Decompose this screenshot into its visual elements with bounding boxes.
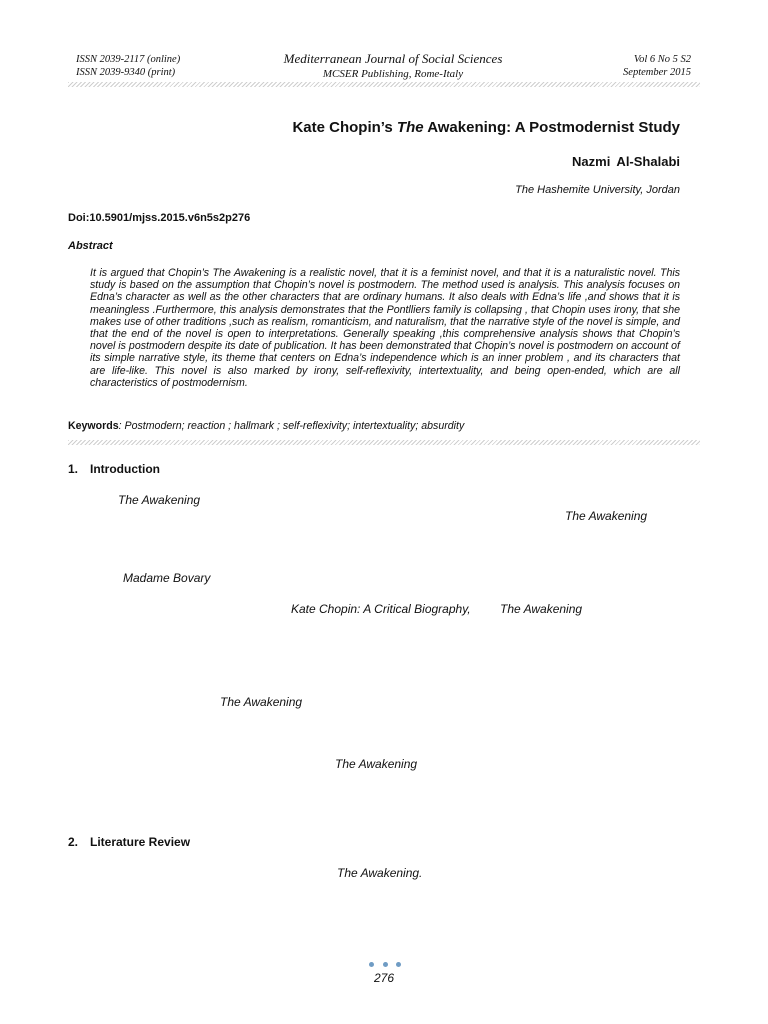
italic-fragment: The Awakening — [220, 695, 303, 709]
section-title: Literature Review — [90, 835, 191, 849]
journal-name: Mediterranean Journal of Social Sciences — [283, 51, 503, 66]
header-divider — [68, 82, 700, 87]
issn-print: ISSN 2039-9340 (print) — [76, 67, 176, 78]
italic-fragment: The Awakening — [118, 493, 201, 507]
dot — [396, 962, 401, 967]
abstract-divider — [68, 440, 700, 445]
title-part-1: Kate Chopin’s — [292, 119, 397, 136]
publisher: MCSER Publishing, Rome-Italy — [322, 68, 464, 80]
section-introduction-heading — [68, 462, 160, 476]
journal-header — [230, 50, 556, 82]
issn-block — [76, 53, 180, 79]
dot — [369, 962, 374, 967]
abstract-heading: Abstract — [68, 240, 113, 252]
footer-dots-ornament — [369, 962, 401, 970]
section-number: 2. — [68, 835, 79, 849]
author-affiliation: The Hashemite University, Jordan — [515, 184, 680, 196]
article-title — [292, 119, 680, 136]
issn-online: ISSN 2039-2117 (online) — [76, 54, 181, 65]
dot — [383, 962, 388, 967]
italic-fragment: The Awakening — [565, 509, 648, 523]
keywords-label: Keywords — [68, 420, 119, 432]
issue-date: September 2015 — [623, 67, 691, 78]
page-number: 276 — [373, 971, 395, 985]
italic-fragment: The Awakening — [335, 757, 418, 771]
italic-fragment: The Awakening. — [337, 866, 423, 880]
title-part-italic: The — [396, 119, 424, 136]
issue-block — [623, 53, 691, 79]
keywords — [68, 420, 464, 432]
author-name: Nazmi Al-Shalabi — [572, 154, 680, 169]
italic-fragment: Kate Chopin: A Critical Biography, — [291, 602, 471, 616]
section-literature-review-heading — [68, 835, 190, 849]
keywords-list: : Postmodern; reaction ; hallmark ; self-reflexivity; intertextuality; absurdity — [118, 420, 465, 432]
volume: Vol 6 No 5 S2 — [633, 54, 691, 65]
italic-fragment: Madame Bovary — [123, 571, 211, 585]
title-part-2: Awakening: A Postmodernist Study — [423, 119, 680, 136]
section-number: 1. — [68, 462, 79, 476]
italic-fragment: The Awakening — [500, 602, 583, 616]
section-title: Introduction — [90, 462, 160, 476]
doi: Doi:10.5901/mjss.2015.v6n5s2p276 — [68, 212, 251, 224]
abstract-text: It is argued that Chopin’s The Awakening is a realistic novel, that it is a feminist novel, and that it is a naturalistic novel. This study is based on the assumption that Chopin’s novel is postmodern. The method used is analysis. This analysis focuses on Edna’s character as well as the other characters that are ordinary humans. It also deals with Edna’s life ,and shows that it is meaningless .Furthermore, this analysis demonstrates that the Pontlliers family is collapsing , that Chopin uses irony, that she makes use of other traditions ,such as realism, romanticism, and naturalism, that the narrative style of the novel is simple, and that the end of the novel is open to interpretations. Generally speaking ,this comprehensive analysis shows that Chopin’s novel is postmodern despite its date of publication. It has been demonstrated that Chopin’s novel is postmodern on account of its simple narrative style, its theme that centers on Edna’s independence which is an inner problem , and its characters that are life-like. This novel is also marked by irony, self-reflexivity, intertextuality, and being open-ended, which are all characteristics of postmodernism. — [90, 267, 680, 389]
